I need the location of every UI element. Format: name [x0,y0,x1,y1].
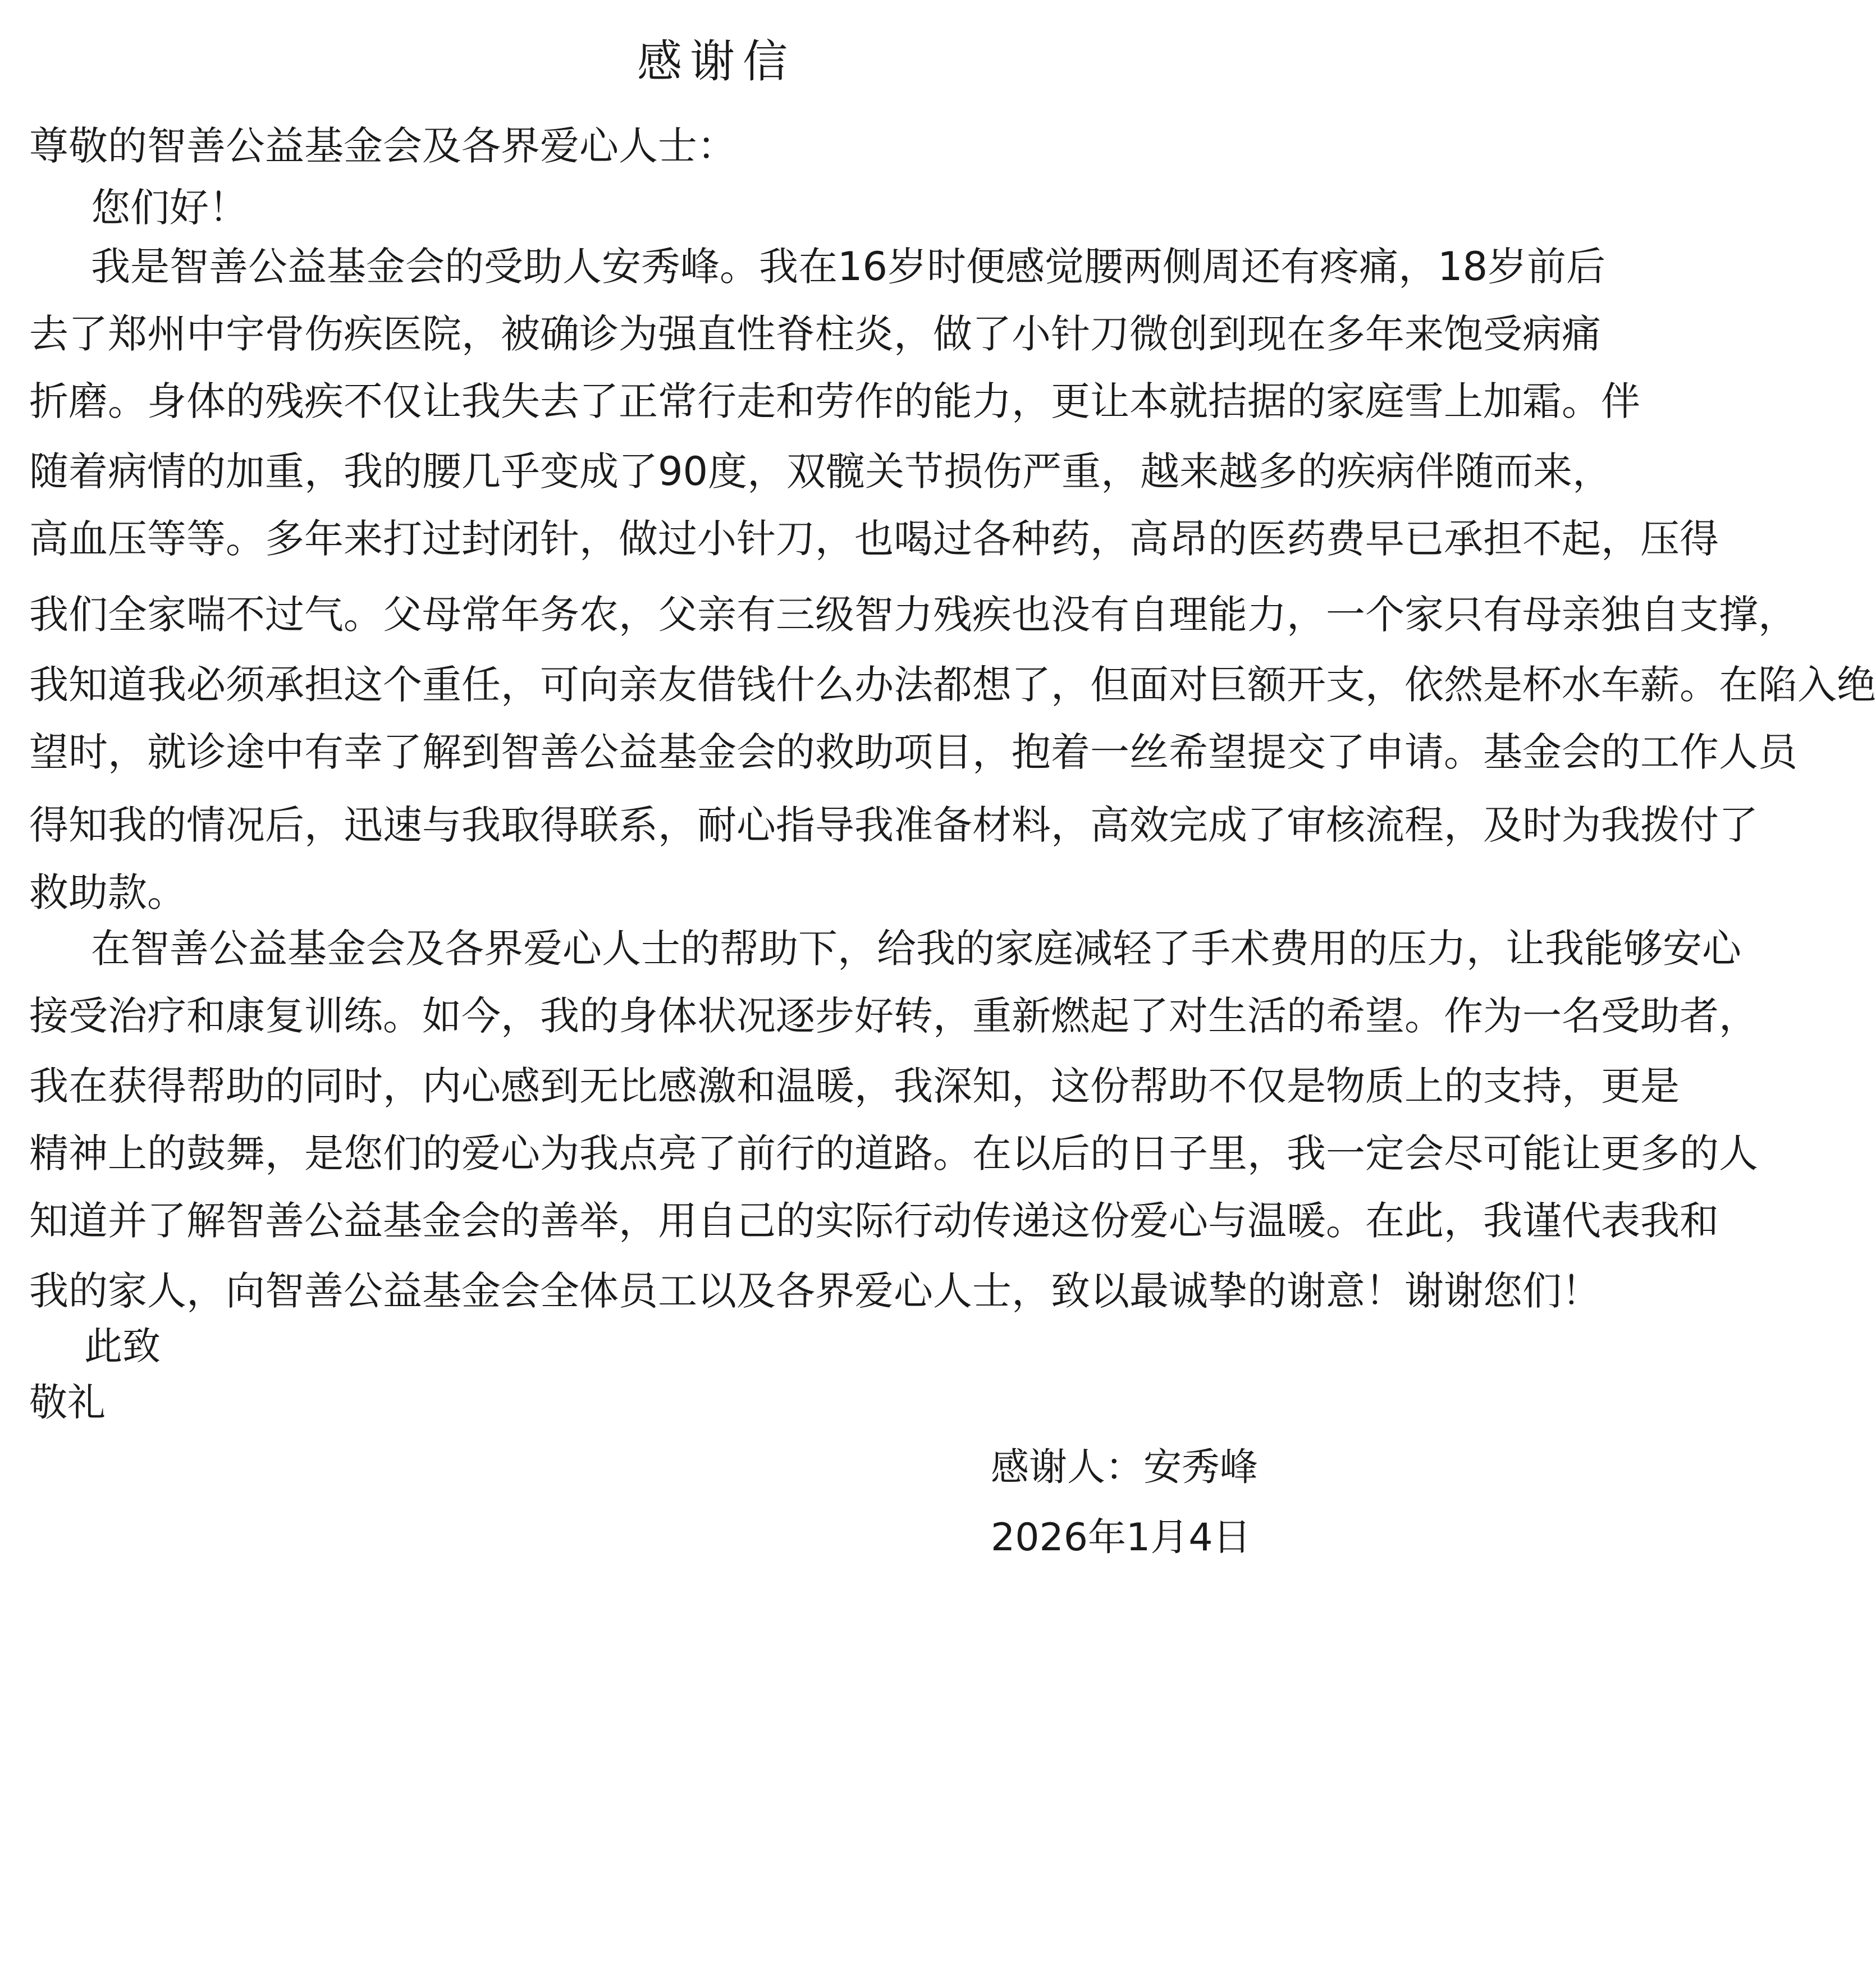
paragraph2-line: 接受治疗和康复训练。如今，我的身体状况逐步好转，重新燃起了对生活的希望。作为一名受助者， [29,993,1758,1039]
signature-name: 感谢人：安秀峰 [991,1445,1259,1490]
paragraph1-line: 我知道我必须承担这个重任，可向亲友借钱什么办法都想了，但面对巨额开支，依然是杯水车薪。在陷入绝 [29,662,1876,708]
paragraph2-line: 我的家人，向智善公益基金会全体员工以及各界爱心人士，致以最诚挚的谢意！谢谢您们！ [29,1268,1601,1314]
paragraph1-line: 随着病情的加重，我的腰几乎变成了90度，双髋关节损伤严重，越来越多的疾病伴随而来， [29,448,1612,494]
salutation: 尊敬的智善公益基金会及各界爱心人士： [29,123,736,169]
paragraph1-line: 我是智善公益基金会的受助人安秀峰。我在16岁时便感觉腰两侧周还有疼痛，18岁前后 [91,244,1606,290]
paragraph1-line: 去了郑州中宇骨伤疾医院，被确诊为强直性脊柱炎，做了小针刀微创到现在多年来饱受病痛 [29,311,1601,357]
paragraph1-line: 望时，就诊途中有幸了解到智善公益基金会的救助项目，抱着一丝希望提交了申请。基金会的工作人员 [29,729,1797,775]
paragraph2-line: 在智善公益基金会及各界爱心人士的帮助下，给我的家庭减轻了手术费用的压力，让我能够安心 [91,926,1741,972]
paragraph2-line: 知道并了解智善公益基金会的善举，用自己的实际行动传递这份爱心与温暖。在此，我谨代表我和 [29,1198,1719,1244]
paragraph2-line: 精神上的鼓舞，是您们的爱心为我点亮了前行的道路。在以后的日子里，我一定会尽可能让更多的人 [29,1130,1758,1176]
signature-date: 2026年1月4日 [991,1515,1251,1560]
paragraph1-line: 高血压等等。多年来打过封闭针，做过小针刀，也喝过各种药，高昂的医药费早已承担不起，压得 [29,516,1719,562]
closing-jing-li: 敬礼 [29,1381,106,1425]
paragraph1-line: 折磨。身体的残疾不仅让我失去了正常行走和劳作的能力，更让本就拮据的家庭雪上加霜。伴 [29,378,1640,424]
paragraph1-line: 救助款。 [29,869,186,915]
closing-ci-zhi: 此致 [84,1325,161,1369]
greeting: 您们好！ [91,185,248,231]
paragraph2-line: 我在获得帮助的同时，内心感到无比感激和温暖，我深知，这份帮助不仅是物质上的支持，更是 [29,1063,1680,1109]
letter-title: 感谢信 [637,35,795,88]
paragraph1-line: 我们全家喘不过气。父母常年务农，父亲有三级智力残疾也没有自理能力，一个家只有母亲独自支撑， [29,592,1797,638]
paragraph1-line: 得知我的情况后，迅速与我取得联系，耐心指导我准备材料，高效完成了审核流程，及时为我拨付了 [29,802,1758,848]
